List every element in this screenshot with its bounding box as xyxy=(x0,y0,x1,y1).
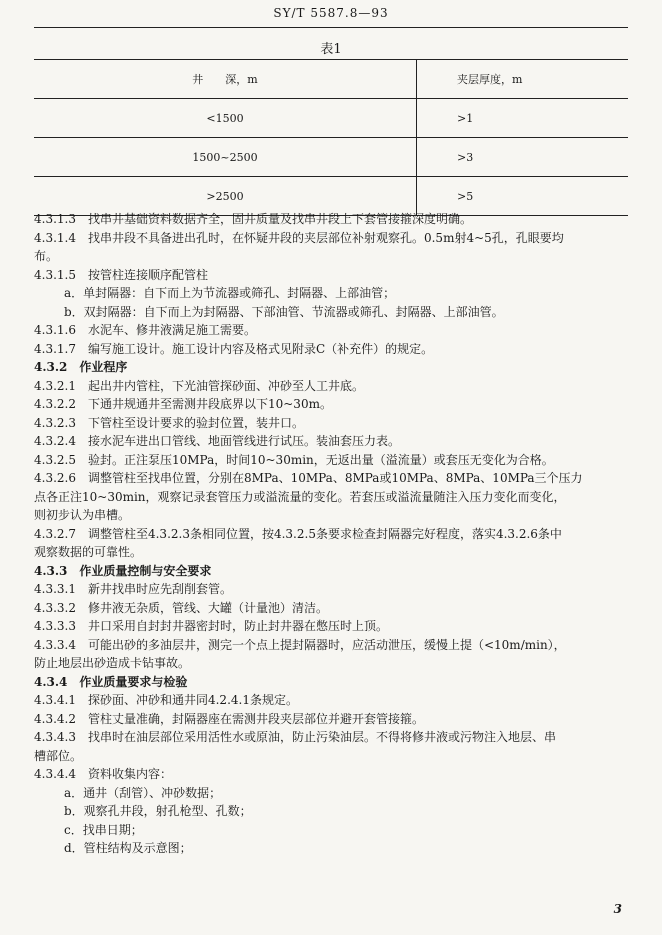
clause-4-3-4-2: 4.3.4.2 管柱丈量准确，封隔器座在需测井段夹层部位并避开套管接箍。 xyxy=(34,711,424,726)
table-cell: 1500~2500 xyxy=(34,138,417,177)
table-cell: >1 xyxy=(417,99,629,138)
table-cell: <1500 xyxy=(34,99,417,138)
clause-4-3-2-7-cont: 观察数据的可靠性。 xyxy=(34,545,143,559)
clause-4-3-3-4: 4.3.3.4 可能出砂的多油层井，测完一个点上提封隔器时，应活动泄压，缓慢上提（<10m/min）， xyxy=(34,637,566,652)
section-heading-4-3-2: 4.3.2 作业程序 xyxy=(34,360,128,374)
standard-number: SY/T 5587.8—93 xyxy=(273,6,389,20)
header-rule xyxy=(34,27,628,28)
clause-4-3-3-1: 4.3.3.1 新井找串时应先刮削套管。 xyxy=(34,582,232,596)
clause-4-3-2-6: 4.3.2.6 调整管柱至找串位置，分别在8MPa、10MPa、8MPa或10MPa、8MPa、10MPa三个压力 xyxy=(34,471,583,485)
header-well-depth: 井 深，m xyxy=(34,60,417,99)
clause-4-3-4-1: 4.3.4.1 探砂面、冲砂和通井同4.2.4.1条规定。 xyxy=(34,693,298,707)
clause-4-3-2-6-cont2: 则初步认为串槽。 xyxy=(34,508,131,522)
table-cell: >3 xyxy=(417,138,629,177)
clause-4-3-2-6-cont: 点各正注10~30min，观察记录套管压力或溢流量的变化。若套压或溢流量随注入压力变化而变化， xyxy=(34,489,566,504)
clause-4-3-4-4: 4.3.4.4 资料收集内容： xyxy=(34,767,172,781)
clause-4-3-2-2: 4.3.2.2 下通井规通井至需测井段底界以下10~30m。 xyxy=(34,397,332,411)
clause-4-3-3-4-cont: 防止地层出砂造成卡钻事故。 xyxy=(34,656,191,670)
clause-4-3-4-3-cont: 槽部位。 xyxy=(34,748,83,763)
clause-4-3-1-3: 4.3.1.3 找串井基础资料数据齐全，固井质量及找串井段上下套管接箍深度明确。 xyxy=(34,212,472,226)
clause-4-3-2-1: 4.3.2.1 起出井内管柱，下光油管探砂面、冲砂至人工井底。 xyxy=(34,378,364,393)
list-item-b: b．观察孔井段，射孔枪型、孔数； xyxy=(64,804,252,818)
table-row xyxy=(34,99,628,138)
page-number: 3 xyxy=(613,902,622,916)
depth-thickness-table xyxy=(34,59,628,216)
list-item-b: b．双封隔器：自下而上为封隔器、下部油管、节流器或筛孔、封隔器、上部油管。 xyxy=(64,304,504,319)
clause-4-3-2-5: 4.3.2.5 验封。正注泵压10MPa，时间10~30min，无返出量（溢流量）或套压无变化为合格。 xyxy=(34,452,554,467)
table-cell: >2500 xyxy=(34,177,417,216)
section-heading-4-3-3: 4.3.3 作业质量控制与安全要求 xyxy=(34,563,212,578)
section-heading-4-3-4: 4.3.4 作业质量要求与检验 xyxy=(34,674,188,689)
list-item-a: a．通井（刮管）、冲砂数据； xyxy=(64,785,222,800)
list-item-d: d．管柱结构及示意图； xyxy=(64,841,192,855)
clause-4-3-2-7: 4.3.2.7 调整管柱至4.3.2.3条相同位置，按4.3.2.5条要求检查封隔器完好程度，落实4.3.2.6条中 xyxy=(34,526,562,541)
clause-4-3-1-4: 4.3.1.4 找串井段不具备进出孔时，在怀疑井段的夹层部位补射观察孔。0.5m射4~5孔，孔眼要均 xyxy=(34,230,564,245)
clause-4-3-1-6: 4.3.1.6 水泥车、修井液满足施工需要。 xyxy=(34,323,256,337)
header-interlayer-thickness: 夹层厚度，m xyxy=(417,60,629,99)
clause-4-3-1-5: 4.3.1.5 按管柱连接顺序配管柱 xyxy=(34,267,208,282)
clause-4-3-1-4-cont: 布。 xyxy=(34,249,59,263)
clause-4-3-4-3: 4.3.4.3 找串时在油层部位采用活性水或原油，防止污染油层。不得将修井液或污物注入地层、串 xyxy=(34,730,556,744)
clause-4-3-1-7: 4.3.1.7 编写施工设计。施工设计内容及格式见附录C（补充件）的规定。 xyxy=(34,341,434,356)
table-row xyxy=(34,138,628,177)
clause-4-3-3-3: 4.3.3.3 井口采用自封封井器密封时，防止封井器在憋压时上顶。 xyxy=(34,619,388,633)
table-cell: >5 xyxy=(417,177,629,216)
table-caption: 表1 xyxy=(320,42,342,57)
document-body xyxy=(34,210,630,858)
clause-4-3-2-3: 4.3.2.3 下管柱至设计要求的验封位置，装井口。 xyxy=(34,415,304,430)
clause-4-3-2-4: 4.3.2.4 接水泥车进出口管线、地面管线进行试压。装油套压力表。 xyxy=(34,434,400,448)
list-item-c: c．找串日期； xyxy=(64,822,143,837)
list-item-a: a．单封隔器：自下而上为节流器或筛孔、封隔器、上部油管； xyxy=(64,286,396,300)
clause-4-3-3-2: 4.3.3.2 修井液无杂质，管线、大罐（计量池）清洁。 xyxy=(34,600,328,615)
table-header-row xyxy=(34,60,628,99)
